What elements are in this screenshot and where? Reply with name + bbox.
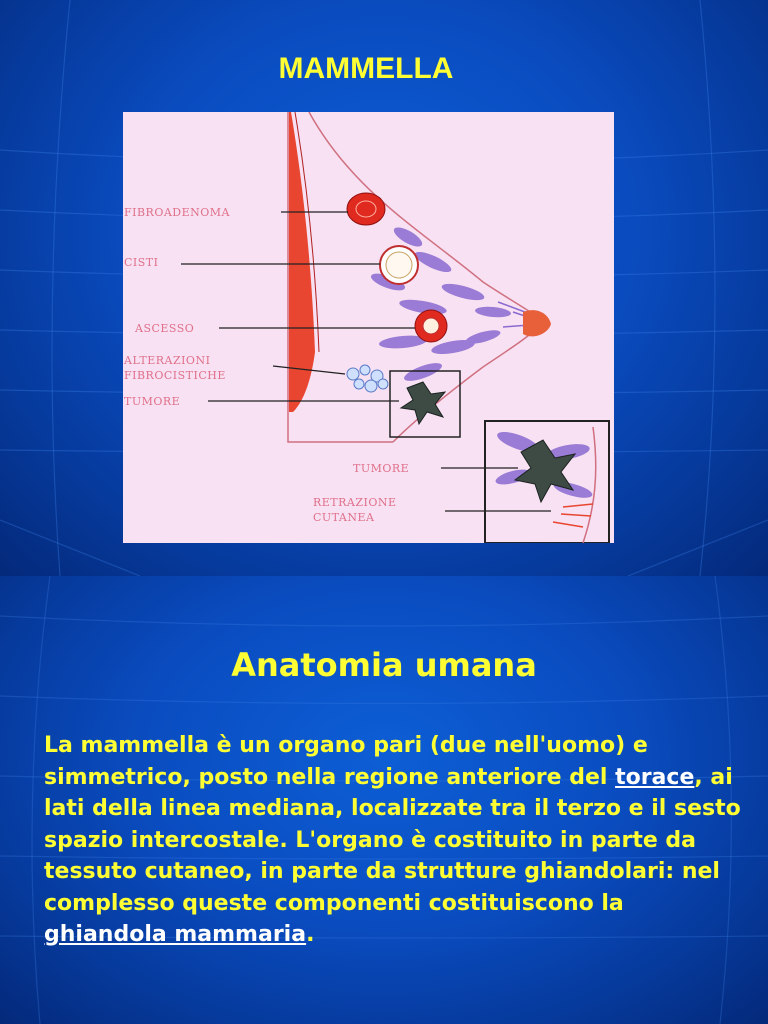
cyst-lesion [380, 246, 418, 284]
link-ghiandola-mammaria[interactable]: ghiandola mammaria [44, 922, 307, 947]
label-tumore-inset: TUMORE [353, 462, 410, 475]
paragraph-text-2: , ai lati della linea mediana, localizzate tra il terzo e il sesto spazio intercostale. L'organo è costituito in parte da tessuto cutaneo, in parte da strutture ghiandolari: nel complesso queste componenti costituiscono la [44, 764, 741, 916]
fibroadenoma-lesion [347, 193, 385, 225]
label-ascesso: ASCESSO [135, 322, 195, 335]
abscess-lesion [415, 310, 447, 342]
slide-anatomia [0, 576, 768, 1024]
label-alterazioni-2: FIBROCISTICHE [124, 369, 226, 382]
label-retrazione-1: RETRAZIONE [313, 496, 397, 509]
label-tumore: TUMORE [124, 395, 181, 408]
description-paragraph [44, 730, 744, 951]
tumor-inset [485, 421, 609, 543]
label-retrazione-2: CUTANEA [313, 511, 375, 524]
slide-title: MAMMELLA [278, 52, 454, 85]
label-fibroadenoma: FIBROADENOMA [124, 206, 231, 219]
label-alterazioni-1: ALTERAZIONI [124, 354, 211, 367]
paragraph-text-1: La mammella è un organo pari (due nell'uomo) e simmetrico, posto nella regione anteriore del [44, 733, 648, 790]
section-title: Anatomia umana [231, 646, 537, 684]
breast-pathology-diagram [123, 112, 614, 543]
label-cisti: CISTI [124, 256, 159, 269]
link-torace[interactable]: torace [615, 764, 695, 790]
paragraph-text-3: . [306, 922, 315, 947]
